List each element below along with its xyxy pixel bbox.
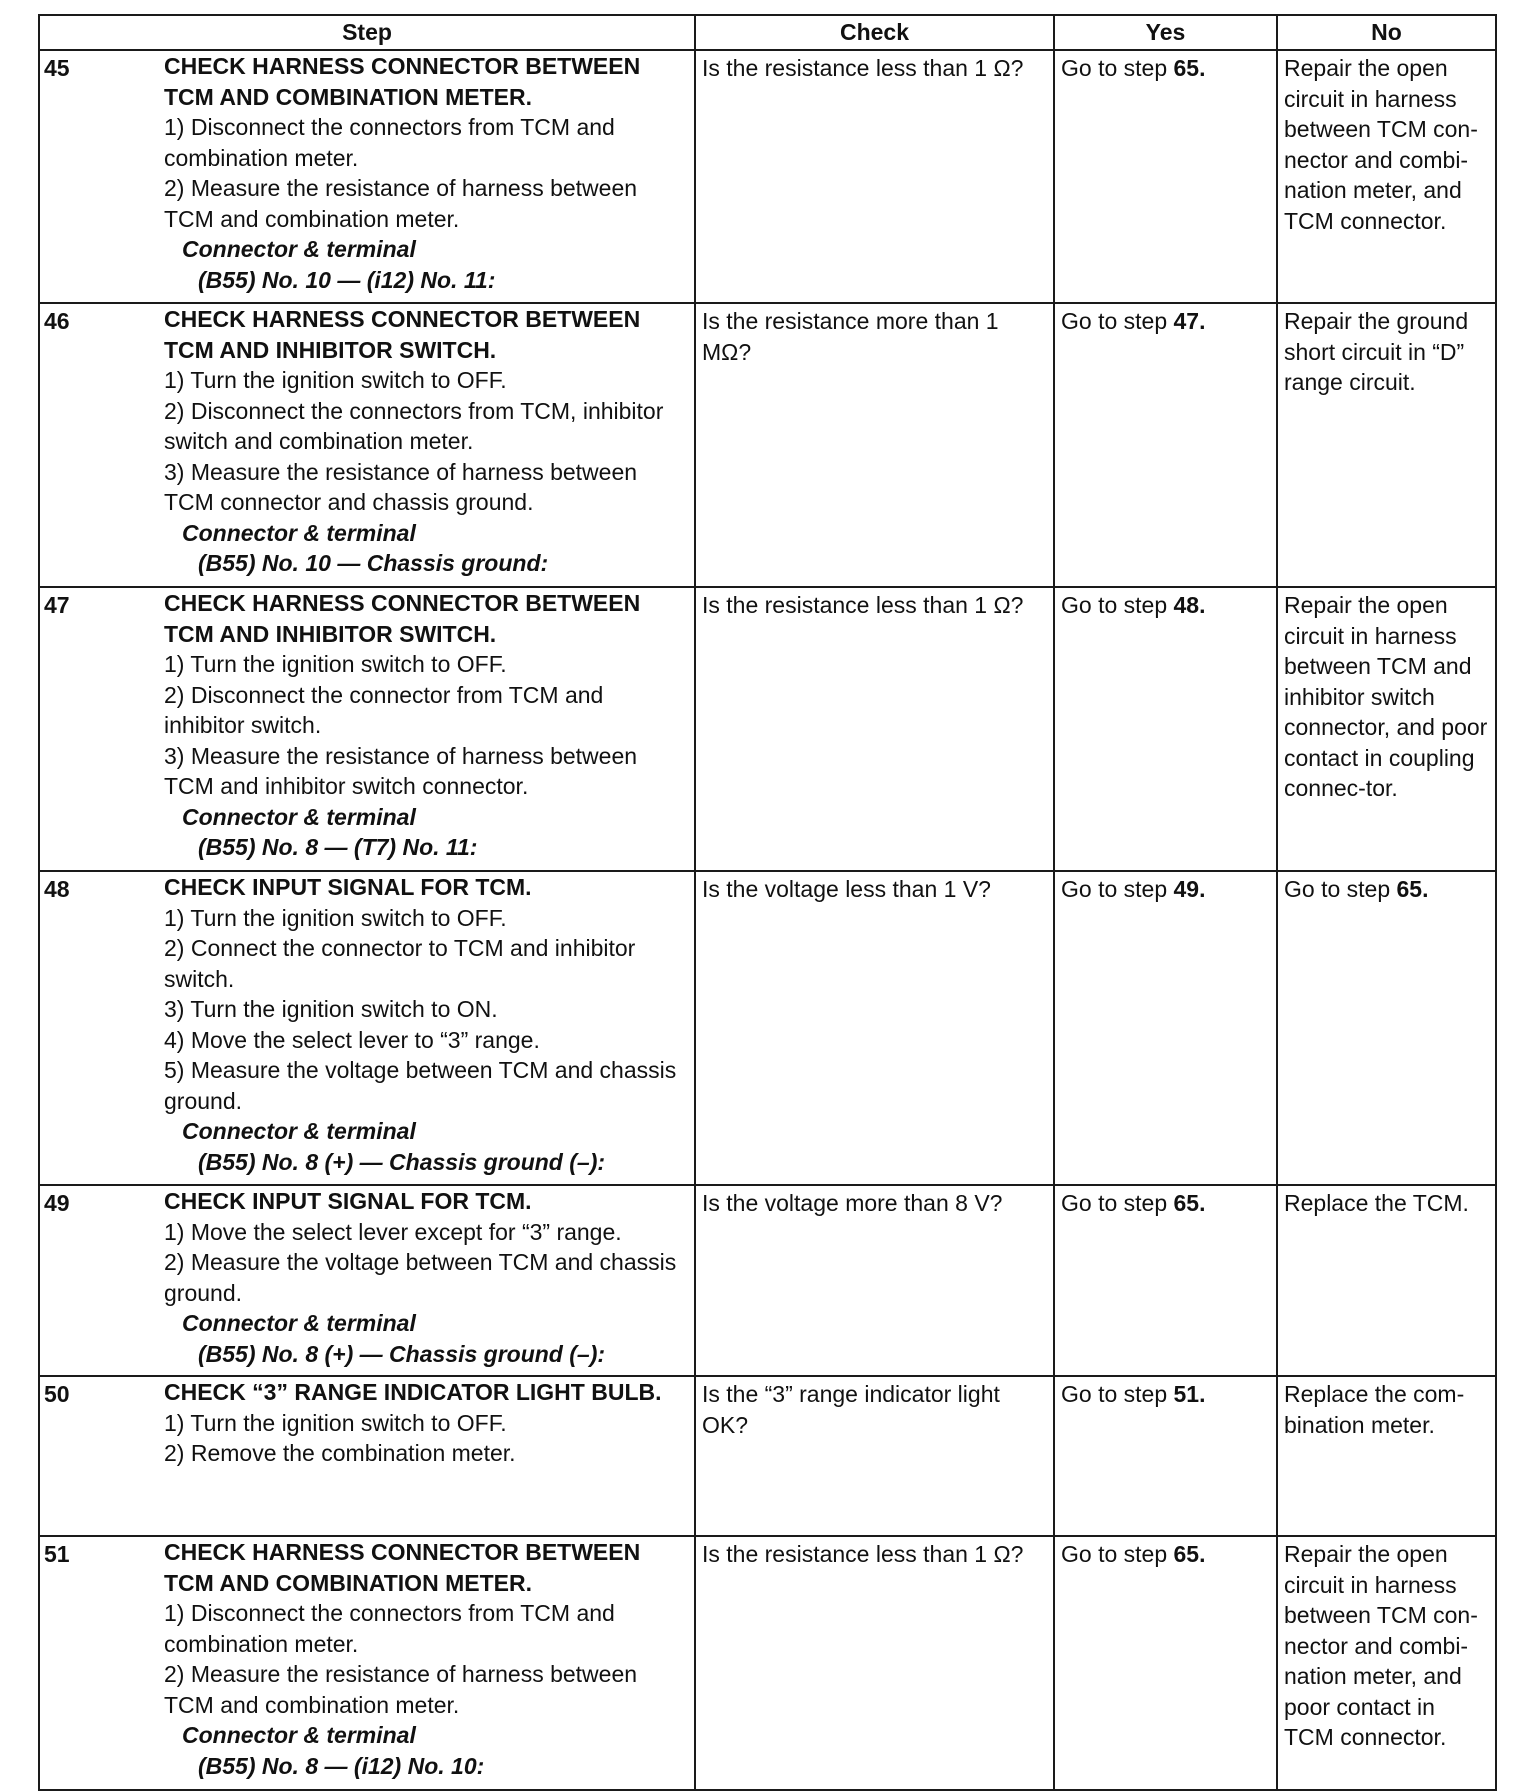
no-action: Replace the com-bination meter.: [1284, 1381, 1465, 1438]
header-row: [39, 15, 1496, 50]
instruction-line: 4) Move the select lever to “3” range.: [164, 1026, 540, 1053]
no-action: Replace the TCM.: [1284, 1190, 1469, 1216]
table-row: [39, 1536, 1496, 1790]
yes-step-link: 48.: [1173, 592, 1206, 618]
connector-label: Connector & terminal: [182, 519, 416, 546]
instruction-line: 1) Turn the ignition switch to OFF.: [164, 651, 507, 677]
instruction-line: 3) Turn the ignition switch to ON.: [164, 996, 498, 1022]
step-number: 46: [44, 308, 70, 334]
yes-prefix: Go to step: [1061, 592, 1174, 618]
step-body: [164, 304, 688, 579]
table-row: [39, 1185, 1496, 1376]
yes-prefix: Go to step: [1061, 308, 1174, 334]
connector-label: Connector & terminal: [182, 803, 416, 830]
step-title: CHECK HARNESS CONNECTOR BETWEEN TCM AND COMBINATION METER.: [164, 53, 641, 110]
step-body: [164, 1186, 688, 1369]
no-cell: [1277, 587, 1496, 871]
step-body: [164, 588, 688, 863]
step-number: 49: [44, 1190, 70, 1216]
connector-label: Connector & terminal: [182, 1310, 416, 1336]
step-title: CHECK “3” RANGE INDICATOR LIGHT BULB.: [164, 1379, 662, 1405]
yes-step-link: 51.: [1173, 1381, 1206, 1407]
no-cell: [1277, 1185, 1496, 1376]
step-body: [164, 872, 688, 1177]
header-check: Check: [695, 15, 1054, 50]
step-title: CHECK HARNESS CONNECTOR BETWEEN TCM AND INHIBITOR SWITCH.: [164, 590, 641, 647]
no-step-link: 65.: [1396, 876, 1429, 902]
header-step: Step: [39, 15, 695, 50]
instruction-line: 2) Disconnect the connector from TCM and inhibitor switch.: [164, 681, 604, 738]
instruction-line: 3) Measure the resistance of harness between TCM connector and chassis ground.: [164, 458, 638, 515]
check-cell: Is the resistance less than 1 Ω?: [695, 50, 1054, 303]
step-cell: [39, 1536, 695, 1790]
yes-step-link: 49.: [1173, 876, 1206, 902]
step-number: 51: [44, 1541, 70, 1567]
instruction-line: 2) Measure the resistance of harness between TCM and combination meter.: [164, 175, 638, 232]
instruction-line: 2) Measure the resistance of harness between TCM and combination meter.: [164, 1661, 638, 1718]
instruction-line: 2) Measure the voltage between TCM and chassis ground.: [164, 1249, 677, 1306]
diagnostic-table: [38, 14, 1497, 1791]
no-action: Repair the ground short circuit in “D” range circuit.: [1284, 308, 1469, 395]
check-cell: Is the resistance more than 1 MΩ?: [695, 303, 1054, 587]
table-row: [39, 871, 1496, 1185]
no-cell: [1277, 1376, 1496, 1536]
no-cell: [1277, 1536, 1496, 1790]
connector-pins: (B55) No. 8 (+) — Chassis ground (–):: [198, 1340, 606, 1367]
no-action: Repair the open circuit in harness between TCM con-nector and combi-nation meter, and TCM connector.: [1284, 55, 1478, 234]
step-cell: [39, 1376, 695, 1536]
step-body: [164, 51, 688, 295]
no-cell: [1277, 303, 1496, 587]
step-body: [164, 1377, 688, 1469]
connector-pins: (B55) No. 8 (+) — Chassis ground (–):: [198, 1148, 606, 1175]
header-no: No: [1277, 15, 1496, 50]
step-title: CHECK HARNESS CONNECTOR BETWEEN TCM AND COMBINATION METER.: [164, 1539, 641, 1596]
yes-step-link: 65.: [1173, 1190, 1206, 1216]
check-cell: Is the voltage less than 1 V?: [695, 871, 1054, 1185]
connector-pins: (B55) No. 8 — (i12) No. 10:: [198, 1752, 485, 1779]
instruction-line: 1) Move the select lever except for “3” range.: [164, 1218, 622, 1245]
yes-prefix: Go to step: [1061, 876, 1174, 902]
instruction-line: 1) Disconnect the connectors from TCM and combination meter.: [164, 114, 615, 171]
connector-label: Connector & terminal: [182, 1118, 416, 1144]
instruction-line: 2) Connect the connector to TCM and inhibitor switch.: [164, 935, 636, 992]
connector-label: Connector & terminal: [182, 236, 416, 262]
no-action: Repair the open circuit in harness between TCM and inhibitor switch connector, and poor contact in coupling connec-tor.: [1284, 592, 1488, 801]
step-cell: [39, 303, 695, 587]
check-cell: Is the resistance less than 1 Ω?: [695, 587, 1054, 871]
step-number: 45: [44, 55, 70, 81]
step-number: 48: [44, 876, 70, 902]
yes-cell: [1054, 871, 1277, 1185]
yes-prefix: Go to step: [1061, 1190, 1174, 1216]
yes-cell: [1054, 1185, 1277, 1376]
check-cell: Is the voltage more than 8 V?: [695, 1185, 1054, 1376]
instruction-line: 3) Measure the resistance of harness between TCM and inhibitor switch connector.: [164, 742, 638, 799]
yes-cell: [1054, 1376, 1277, 1536]
connector-pins: (B55) No. 10 — (i12) No. 11:: [198, 266, 496, 293]
no-action: Repair the open circuit in harness between TCM con-nector and combi-nation meter, and poor contact in TCM connector.: [1284, 1541, 1478, 1750]
instruction-line: 1) Turn the ignition switch to OFF.: [164, 1409, 507, 1436]
instruction-line: 2) Remove the combination meter.: [164, 1440, 516, 1466]
table-row: [39, 303, 1496, 587]
table-body: [39, 50, 1496, 1790]
step-number: 47: [44, 592, 70, 618]
step-cell: [39, 1185, 695, 1376]
connector-pins: (B55) No. 10 — Chassis ground:: [198, 550, 549, 576]
yes-cell: [1054, 1536, 1277, 1790]
step-cell: [39, 871, 695, 1185]
check-cell: Is the “3” range indicator light OK?: [695, 1376, 1054, 1536]
yes-step-link: 65.: [1173, 1541, 1206, 1567]
yes-step-link: 65.: [1173, 55, 1206, 81]
header-yes: Yes: [1054, 15, 1277, 50]
table-row: [39, 50, 1496, 303]
step-number: 50: [44, 1381, 70, 1407]
yes-cell: [1054, 50, 1277, 303]
step-title: CHECK INPUT SIGNAL FOR TCM.: [164, 1188, 532, 1214]
no-cell: [1277, 871, 1496, 1185]
yes-prefix: Go to step: [1061, 1541, 1174, 1567]
instruction-line: 1) Disconnect the connectors from TCM and combination meter.: [164, 1600, 615, 1657]
yes-prefix: Go to step: [1061, 55, 1174, 81]
yes-prefix: Go to step: [1061, 1381, 1174, 1407]
yes-cell: [1054, 303, 1277, 587]
step-title: CHECK HARNESS CONNECTOR BETWEEN TCM AND INHIBITOR SWITCH.: [164, 306, 641, 363]
instruction-line: 1) Turn the ignition switch to OFF.: [164, 367, 507, 393]
instruction-line: 2) Disconnect the connectors from TCM, inhibitor switch and combination meter.: [164, 397, 664, 454]
yes-cell: [1054, 587, 1277, 871]
step-title: CHECK INPUT SIGNAL FOR TCM.: [164, 874, 532, 900]
step-cell: [39, 587, 695, 871]
check-cell: Is the resistance less than 1 Ω?: [695, 1536, 1054, 1790]
instruction-line: 1) Turn the ignition switch to OFF.: [164, 904, 507, 931]
no-prefix: Go to step: [1284, 876, 1397, 902]
yes-step-link: 47.: [1173, 308, 1206, 334]
instruction-line: 5) Measure the voltage between TCM and chassis ground.: [164, 1057, 677, 1114]
connector-pins: (B55) No. 8 — (T7) No. 11:: [198, 834, 478, 860]
table-row: [39, 1376, 1496, 1536]
step-body: [164, 1537, 688, 1781]
step-cell: [39, 50, 695, 303]
connector-label: Connector & terminal: [182, 1722, 416, 1748]
no-cell: [1277, 50, 1496, 303]
table-row: [39, 587, 1496, 871]
